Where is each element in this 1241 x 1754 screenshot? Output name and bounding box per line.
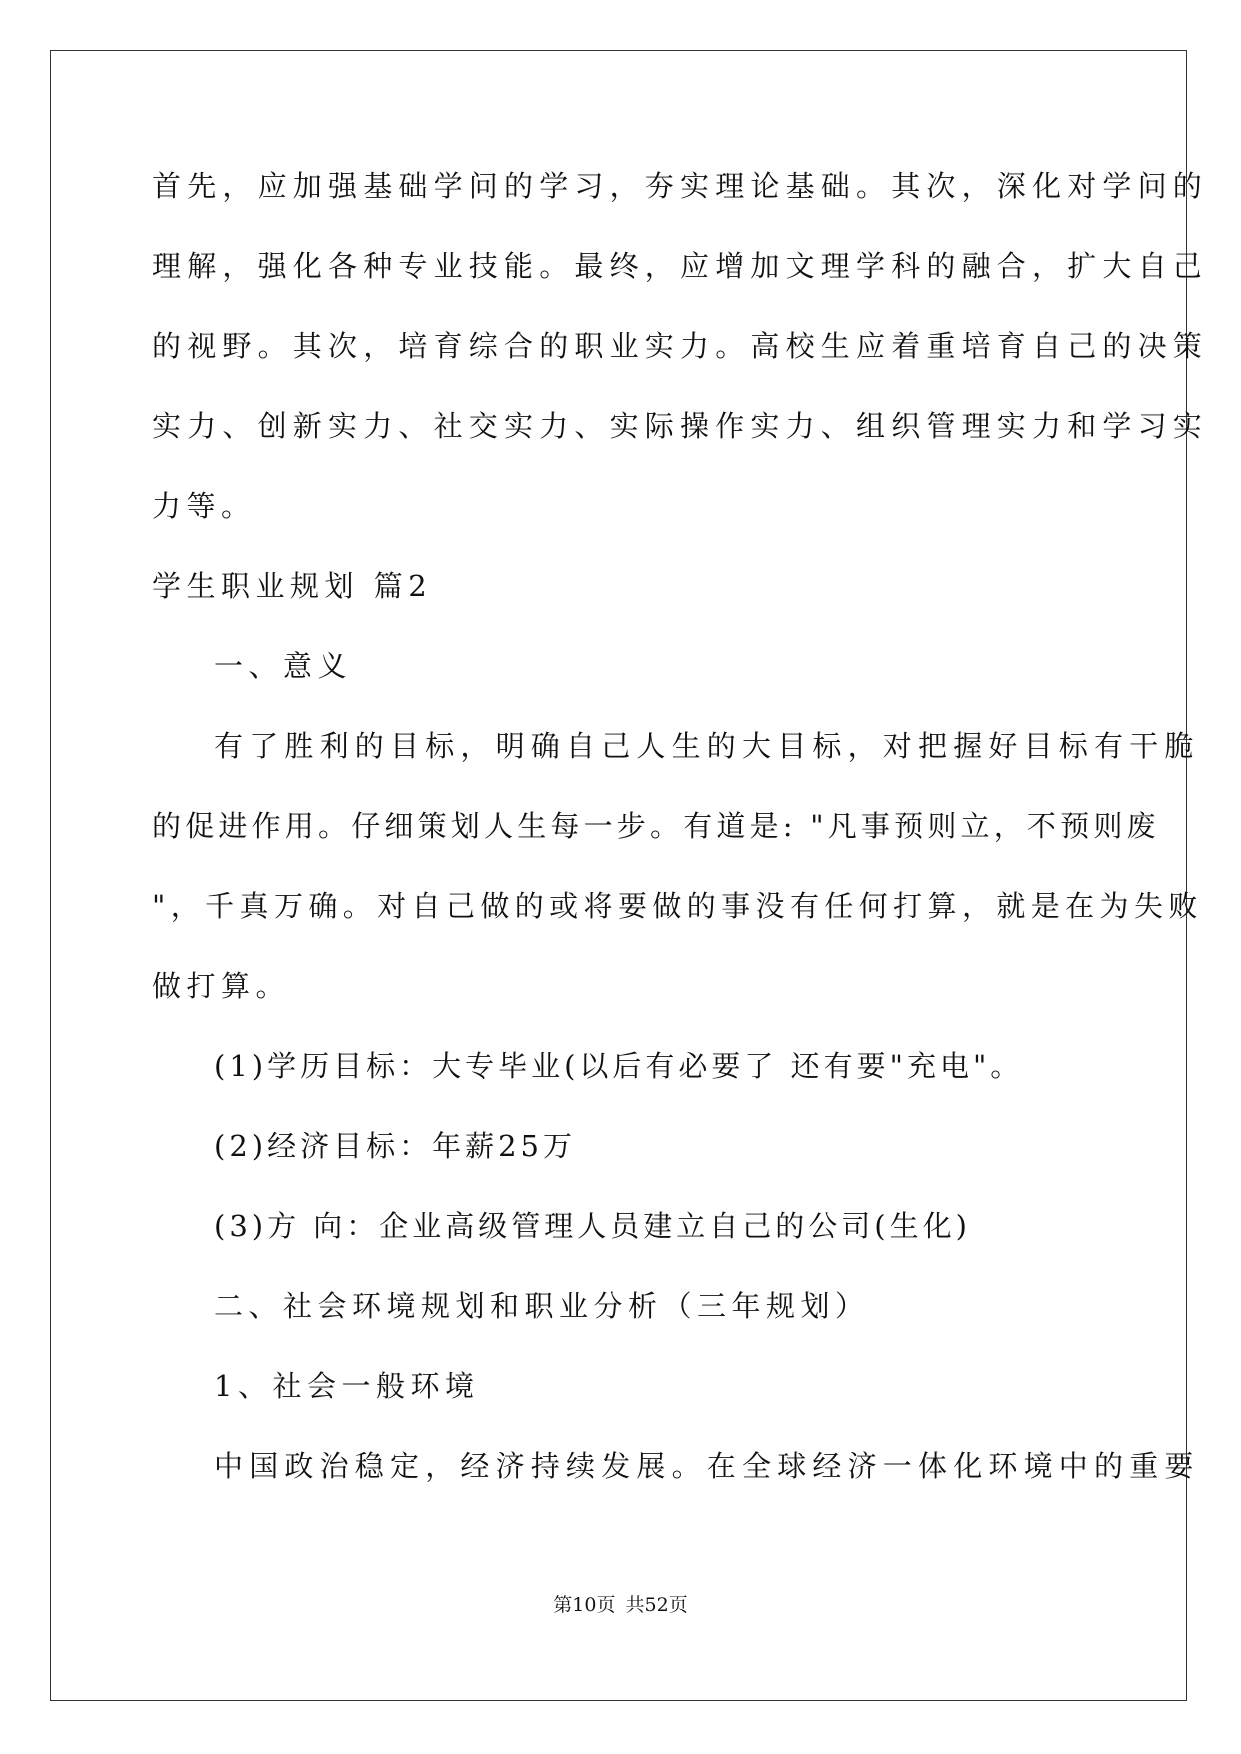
paragraph-line: 理解，强化各种专业技能。最终，应增加文理学科的融合，扩大自己 xyxy=(152,249,1209,283)
paragraph-line: 的视野。其次，培育综合的职业实力。高校生应着重培育自己的决策 xyxy=(152,329,1209,363)
paragraph-line: 做打算。 xyxy=(152,969,291,1003)
subheading: 二、社会环境规划和职业分析（三年规划） xyxy=(214,1289,870,1323)
paragraph-line: 实力、创新实力、社交实力、实际操作实力、组织管理实力和学习实 xyxy=(152,409,1209,443)
subheading: 1、社会一般环境 xyxy=(214,1369,480,1403)
paragraph-line: 的促进作用。仔细策划人生每一步。有道是: "凡事预则立，不预则废 xyxy=(152,809,1160,843)
section-heading: 学生职业规划 篇2 xyxy=(152,569,433,603)
list-item: (1)学历目标：大专毕业(以后有必要了 还有要"充电"。 xyxy=(214,1049,1024,1083)
page-footer xyxy=(0,1593,1241,1617)
subheading: 一、意义 xyxy=(214,649,353,683)
paragraph-line: 中国政治稳定，经济持续发展。在全球经济一体化环境中的重要 xyxy=(214,1449,1200,1483)
page-number: 第10页 xyxy=(553,1594,616,1616)
list-item: (3)方 向：企业高级管理人员建立自己的公司(生化) xyxy=(214,1209,971,1243)
page-total: 共52页 xyxy=(625,1594,688,1616)
paragraph-line: 力等。 xyxy=(152,489,256,523)
paragraph-line: 首先，应加强基础学问的学习，夯实理论基础。其次，深化对学问的 xyxy=(152,169,1209,203)
paragraph-line: 有了胜利的目标，明确自己人生的大目标，对把握好目标有干脆 xyxy=(214,729,1200,763)
list-item: (2)经济目标：年薪25万 xyxy=(214,1129,576,1163)
paragraph-line: "，千真万确。对自己做的或将要做的事没有任何打算，就是在为失败 xyxy=(152,889,1203,923)
